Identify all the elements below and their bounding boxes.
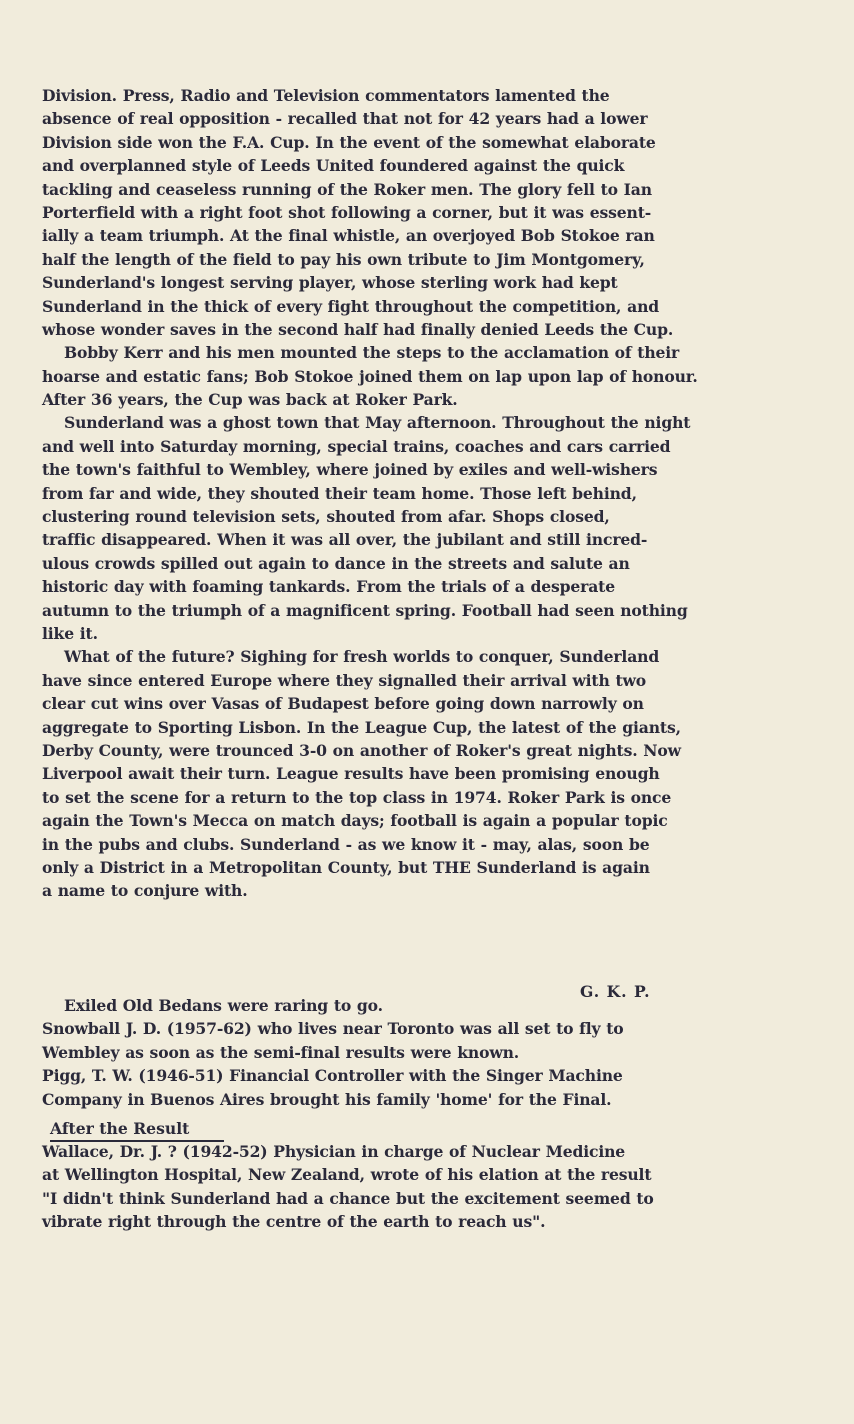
text-line: and overplanned style of Leeds United foundered against the quick bbox=[42, 156, 625, 176]
text-line: tackling and ceaseless running of the Roker men. The glory fell to Ian bbox=[42, 179, 652, 199]
text-line: autumn to the triumph of a magnificent spring. Football had seen nothing bbox=[42, 600, 688, 620]
text-line: What of the future? Sighing for fresh worlds to conquer, Sunderland bbox=[64, 647, 660, 667]
text-line: Wallace, Dr. J. ? (1942-52) Physician in charge of Nuclear Medicine bbox=[42, 1142, 626, 1161]
text-line: ially a team triumph. At the final whistle, an overjoyed Bob Stokoe ran bbox=[42, 226, 655, 246]
text-line: Division side won the F.A. Cup. In the event of the somewhat elaborate bbox=[42, 132, 656, 152]
text-line: and well into Saturday morning, special trains, coaches and cars carried bbox=[42, 436, 671, 456]
text-line: again the Town's Mecca on match days; football is again a popular topic bbox=[42, 811, 668, 831]
text-line: Sunderland in the thick of every fight throughout the competition, and bbox=[42, 296, 660, 316]
text-line: After 36 years, the Cup was back at Roker Park. bbox=[42, 390, 458, 410]
text-line: hoarse and estatic fans; Bob Stokoe joined them on lap upon lap of honour. bbox=[42, 366, 698, 386]
text-line: the town's faithful to Wembley, where joined by exiles and well-wishers bbox=[42, 460, 658, 480]
text-line: ulous crowds spilled out again to dance in the streets and salute an bbox=[42, 553, 630, 573]
text-line: clear cut wins over Vasas of Budapest before going down narrowly on bbox=[42, 694, 644, 714]
text-line: whose wonder saves in the second half had finally denied Leeds the Cup. bbox=[42, 319, 674, 339]
text-line: "I didn't think Sunderland had a chance but the excitement seemed to bbox=[42, 1188, 654, 1208]
after-result-paragraph bbox=[42, 1140, 822, 1234]
text-line: have since entered Europe where they signalled their arrival with two bbox=[42, 670, 647, 690]
main-article-text bbox=[42, 84, 822, 903]
text-line: Sunderland's longest serving player, whose sterling work had kept bbox=[42, 273, 618, 293]
text-line: Exiled Old Bedans were raring to go. bbox=[64, 996, 383, 1015]
text-line: Division. Press, Radio and Television commentators lamented the bbox=[42, 86, 610, 105]
text-line: at Wellington Hospital, New Zealand, wrote of his elation at the result bbox=[42, 1165, 652, 1185]
text-line: Company in Buenos Aires brought his family 'home' for the Final. bbox=[42, 1089, 612, 1109]
text-line: Pigg, T. W. (1946-51) Financial Controller with the Singer Machine bbox=[42, 1066, 623, 1086]
text-line: Sunderland was a ghost town that May afternoon. Throughout the night bbox=[64, 413, 691, 433]
text-line: clustering round television sets, shouted from afar. Shops closed, bbox=[42, 507, 610, 527]
exiles-paragraph bbox=[42, 994, 822, 1111]
text-line: in the pubs and clubs. Sunderland - as we know it - may, alas, soon be bbox=[42, 834, 650, 854]
text-line: to set the scene for a return to the top class in 1974. Roker Park is once bbox=[42, 787, 672, 807]
author-signature: G. K. P. bbox=[580, 982, 651, 1001]
text-line: a name to conjure with. bbox=[42, 881, 248, 901]
text-line: Snowball J. D. (1957-62) who lives near Toronto was all set to fly to bbox=[42, 1019, 624, 1039]
text-line: Liverpool await their turn. League results have been promising enough bbox=[42, 764, 660, 784]
text-line: aggregate to Sporting Lisbon. In the League Cup, the latest of the giants, bbox=[42, 717, 681, 737]
text-line: half the length of the field to pay his own tribute to Jim Montgomery, bbox=[42, 249, 645, 269]
text-line: traffic disappeared. When it was all over, the jubilant and still incred- bbox=[42, 530, 648, 550]
after-result-heading: After the Result bbox=[50, 1119, 190, 1138]
text-line: Bobby Kerr and his men mounted the steps to the acclamation of their bbox=[64, 343, 680, 363]
text-line: vibrate right through the centre of the earth to reach us". bbox=[42, 1212, 546, 1232]
text-line: Porterfield with a right foot shot following a corner, but it was essent- bbox=[42, 202, 652, 222]
text-line: like it. bbox=[42, 623, 98, 643]
text-line: historic day with foaming tankards. From the trials of a desperate bbox=[42, 577, 615, 597]
text-line: Derby County, were trounced 3-0 on another of Roker's great nights. Now bbox=[42, 740, 681, 760]
text-line: Wembley as soon as the semi-final results were known. bbox=[42, 1042, 520, 1062]
text-line: absence of real opposition - recalled that not for 42 years had a lower bbox=[42, 109, 648, 129]
text-line: from far and wide, they shouted their team home. Those left behind, bbox=[42, 483, 637, 503]
text-line: only a District in a Metropolitan County, but THE Sunderland is again bbox=[42, 857, 650, 877]
